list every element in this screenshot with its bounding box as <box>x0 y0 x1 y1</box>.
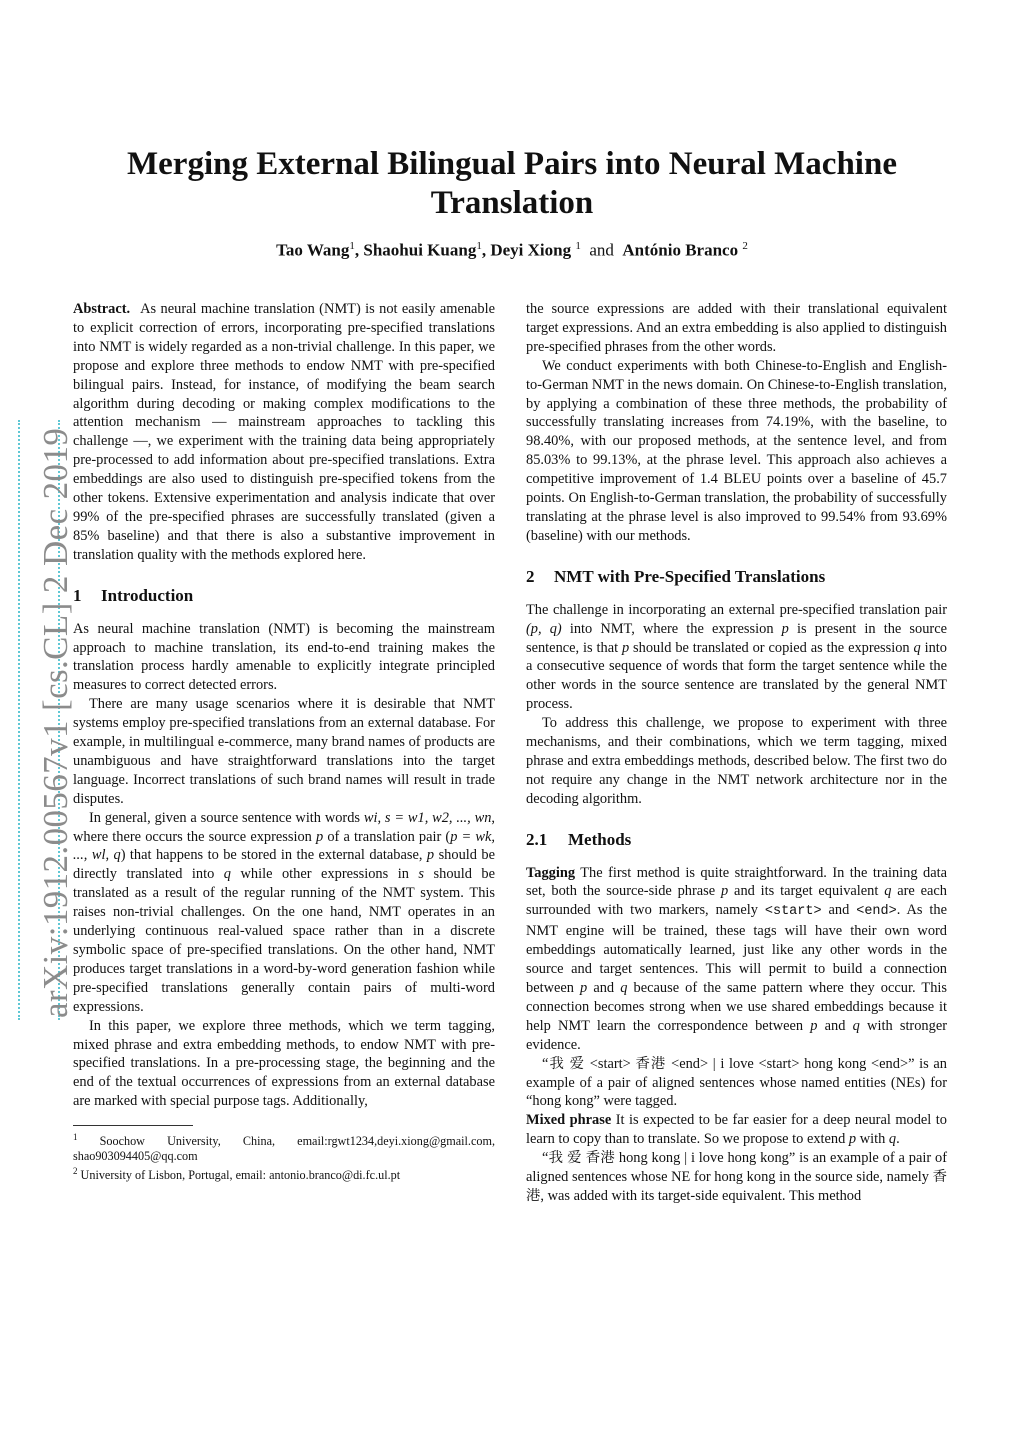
math-inline: q <box>884 883 892 900</box>
math-inline: q <box>888 1131 897 1148</box>
math-inline: p <box>426 847 435 864</box>
math-inline: q <box>620 980 628 996</box>
text-run: with stronger evidence. <box>526 1017 947 1053</box>
code-token: <start> <box>764 904 822 920</box>
affiliation-mark: 1 <box>575 240 581 252</box>
abstract-label: Abstract. <box>73 301 131 317</box>
text-run: , where there occurs the source expression <box>73 809 495 845</box>
footnote-text: Soochow University, China, email:rgwt1234,deyi.xiong@gmail.com, shao903094405@qq.com <box>73 1134 495 1164</box>
math-inline: p <box>316 828 324 845</box>
author-name: António Branco <box>622 240 739 260</box>
footnote <box>73 1164 495 1183</box>
footnote-rule <box>73 1125 193 1126</box>
math-inline: p <box>580 980 588 996</box>
author-separator: , <box>354 240 360 260</box>
abstract <box>73 300 495 565</box>
text-run: should be translated as a result of the regular running of the NMT system. This raises non-trivial challenges. On the one hand, NMT operates in an underlying continuous real-valued space rather than in a discrete symbolic space of pre-specified translations. On the other hand, NMT produces target translations in a word-by-word generation fashion while pre-specified translations generally contain pairs of multi-word expressions. <box>73 866 495 1015</box>
math-inline: p = wk, ..., wl, q <box>73 828 495 864</box>
run-in-heading: Mixed phrase <box>526 1112 612 1129</box>
paragraph: In this paper, we explore three methods, which we term tagging, mixed phrase and extra embedding methods, to endow NMT with pre-specified translations. In a pre-processing stage, the beginning and the end of the textual occurrences of expressions from an external database are marked with special purpose tags. Additionally, <box>73 1017 495 1110</box>
footnote-text: University of Lisbon, Portugal, email: antonio.branco@di.fc.ul.pt <box>80 1168 401 1183</box>
math-inline: p <box>848 1131 857 1148</box>
right-column <box>526 300 947 1206</box>
section-number: 1 <box>73 585 82 605</box>
code-token: <end> <box>856 904 897 920</box>
section-heading-nmt <box>526 568 947 587</box>
text-run: and <box>587 980 621 996</box>
text-run: because of the same pattern where they occur. This connection becomes strong when we use shared embeddings because it help NMT learn the correspondence between <box>526 980 947 1034</box>
text-run: while other expressions in <box>231 866 419 883</box>
author-separator: , <box>481 240 487 260</box>
left-column <box>73 300 495 1183</box>
text-run: and its target equivalent <box>728 883 885 900</box>
section-heading-methods <box>526 831 947 850</box>
math-inline: s <box>418 866 425 883</box>
text-run: In general, given a source sentence with words <box>89 809 364 826</box>
affiliation-mark: 1 <box>349 240 355 252</box>
paragraph <box>526 601 947 714</box>
paragraph: To address this challenge, we propose to experiment with three mechanisms, and their combinations, which we term tagging, mixed phrase and extra embeddings methods, described below. The first two do not require any change in the NMT network architecture nor in the decoding algorithm. <box>526 715 947 807</box>
text-run: The first method is quite straightforward. In the training data set, both the source-side phrase <box>526 864 947 900</box>
author-name: Shaohui Kuang <box>363 240 477 260</box>
paragraph-example: “我 爱 <start> 香港 <end> | i love <start> hong kong <end>” is an example of a pair of aligned sentences whose named entities (NEs) for “hong kong” were tagged. <box>526 1055 947 1110</box>
math-inline: p <box>810 1017 818 1034</box>
math-inline: p <box>621 639 630 656</box>
math-inline: q <box>913 639 921 656</box>
affiliation-mark: 2 <box>742 240 748 252</box>
math-inline: p <box>721 883 729 900</box>
text-run: into a consecutive sequence of words that form the target sentence while the other words in the source sentence are translated by the general NMT process. <box>526 639 947 713</box>
math-inline: q <box>223 866 231 883</box>
math-inline: p <box>781 620 789 637</box>
paragraph-example: “我 爱 香港 hong kong | i love hong kong” is an example of a pair of aligned sentences whose NE for hong kong in the source side, namely 香港, was added with its target-side equivalent. This method <box>526 1150 947 1204</box>
text-run: and <box>821 902 857 919</box>
paragraph: As neural machine translation (NMT) is becoming the mainstream approach to machine translation, its end-to-end training makes the translation process hardly amenable to explicitly integrate principled measures to correct detected errors. <box>73 620 495 694</box>
math-inline: wi, s = w1, w2, ..., wn <box>363 809 492 826</box>
text-run: . As the NMT engine will be trained, these tags will have their own word embeddings automatically learned, just like any other words in the source and target sentences. This will permit to build a connection between <box>526 902 947 996</box>
text-run: and <box>817 1017 853 1034</box>
paper-title: Merging External Bilingual Pairs into Neural Machine Translation <box>127 146 897 221</box>
footnote-mark: 1 <box>73 1132 78 1143</box>
paragraph-tagging <box>526 864 947 1055</box>
paragraph-mixed-phrase <box>526 1111 947 1149</box>
author-name: Tao Wang <box>276 240 350 260</box>
author-and: and <box>589 240 614 260</box>
section-title: Methods <box>568 829 632 849</box>
paragraph: There are many usage scenarios where it is desirable that NMT systems employ pre-specified translations from an external database. For example, in multilingual e-commerce, many brand names of products are unambiguous and have straightforward translations into the target language. Incorrect translations of such brand names will result in trade disputes. <box>73 696 495 807</box>
text-run: The challenge in incorporating an external pre-specified translation pair <box>526 601 947 618</box>
text-run: is present in the source sentence, is that <box>526 620 947 656</box>
section-number: 2 <box>526 566 535 586</box>
footnote-mark: 2 <box>73 1166 78 1177</box>
author-name: Deyi Xiong <box>490 240 572 260</box>
text-run: ) that happens to be stored in the external database, <box>120 847 427 864</box>
section-title: Introduction <box>101 585 194 605</box>
abstract-text: As neural machine translation (NMT) is not easily amenable to explicit correction of errors, incorporating pre-specified translations into NMT is widely regarded as a non-trivial challenge. In this paper, we propose and explore three methods to endow NMT with pre-specified bilingual pairs. Instead, for instance, of modifying the beam search algorithm during decoding or making complex modifications to the attention mechanism — mainstream approaches to tackling this challenge —, we experiment with the training data being appropriately pre-processed to add information about pre-specified translations. Extra embeddings are also used to distinguish pre-specified tokens from the other tokens. Extensive experimentation and analysis indicate that over 99% of the pre-specified phrases are successfully translated (given a 85% baseline) and that there is also a substantive improvement in translation quality with the methods explored here. <box>73 301 495 563</box>
math-inline: (p, q) <box>526 620 562 637</box>
paragraph: We conduct experiments with both Chinese-to-English and English-to-German NMT in the news domain. On Chinese-to-English translation, by applying a combination of these three methods, the probability of successfully translating increases from 74.19%, with the baseline, to 98.40%, with our proposed methods, at the sentence level, and from 85.03% to 99.13%, at the phrase level. This approach also achieves a competitive improvement of 1.4 BLEU points over a baseline of 45.7 points. On English-to-German translation, the probability of successfully translating at the phrase level is also improved to 99.54% from 93.69% (baseline) with our methods. <box>526 357 947 544</box>
math-inline: q <box>852 1017 860 1034</box>
text-run: . <box>896 1131 900 1148</box>
arxiv-identifier: arXiv:1912.00567v1 [cs.CL] 2 Dec 2019 <box>36 427 75 1018</box>
author-list <box>60 240 964 261</box>
text-run: should be directly translated into <box>73 847 495 883</box>
section-title: NMT with Pre-Specified Translations <box>554 566 826 586</box>
text-run: are each surrounded with two markers, namely <box>526 883 947 919</box>
text-run: with <box>856 1131 889 1148</box>
text-run: of a translation pair ( <box>323 828 451 845</box>
text-run: It is expected to be far easier for a deep neural model to learn to copy than to translate. So we propose to extend <box>526 1112 948 1148</box>
paragraph <box>73 809 495 1017</box>
affiliation-mark: 1 <box>476 240 482 252</box>
paragraph: the source expressions are added with their translational equivalent target expressions. And an extra embedding is also applied to distinguish pre-specified phrases from the other words. <box>526 301 947 355</box>
section-heading-introduction <box>73 587 495 606</box>
run-in-heading: Tagging <box>526 864 576 881</box>
text-run: into NMT, where the expression <box>561 620 782 637</box>
section-number: 2.1 <box>526 829 548 849</box>
text-run: should be translated or copied as the expression <box>629 639 914 656</box>
footnote <box>73 1130 495 1164</box>
